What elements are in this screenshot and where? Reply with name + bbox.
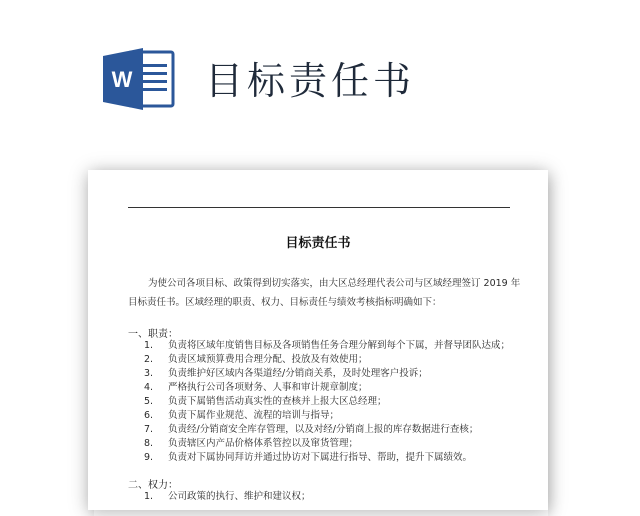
intro-line-1: 为使公司各项目标、政策得到切实落实，由大区总经理代表公司与区域经理签订 2019 年 bbox=[148, 278, 521, 289]
item-text: 负责下属销售活动真实性的查核并上报大区总经理； bbox=[168, 396, 387, 407]
item-text: 负责维护好区域内各渠道经/分销商关系，及时处理客户投诉； bbox=[168, 368, 428, 379]
item-number: 8. bbox=[144, 438, 154, 449]
list-item bbox=[144, 354, 368, 366]
document-page bbox=[88, 170, 548, 510]
item-text: 公司政策的执行、维护和建议权； bbox=[168, 491, 311, 502]
item-number: 3. bbox=[144, 368, 154, 379]
intro-line-2: 目标责任书。区域经理的职责、权力、目标责任与绩效考核指标明确如下： bbox=[128, 297, 442, 308]
list-item bbox=[144, 452, 472, 464]
item-text: 负责经/分销商安全库存管理，以及对经/分销商上报的库存数据进行查核； bbox=[168, 424, 479, 435]
document-title: 目标责任书 bbox=[285, 236, 351, 251]
item-text: 负责区域预算费用合理分配、投放及有效使用； bbox=[168, 354, 368, 365]
svg-text:W: W bbox=[111, 67, 133, 92]
item-number: 5. bbox=[144, 396, 154, 407]
item-number: 2. bbox=[144, 354, 154, 365]
list-item bbox=[144, 396, 387, 408]
item-number: 9. bbox=[144, 452, 154, 463]
item-number: 1. bbox=[144, 340, 154, 351]
header-banner bbox=[0, 0, 640, 170]
list-item bbox=[144, 382, 368, 394]
item-number: 6. bbox=[144, 410, 154, 421]
list-item bbox=[144, 340, 510, 352]
list-item bbox=[144, 424, 478, 436]
item-text: 负责将区域年度销售目标及各项销售任务合理分解到每个下属，并督导团队达成； bbox=[168, 340, 511, 351]
item-text: 负责下属作业规范、流程的培训与指导； bbox=[168, 410, 340, 421]
banner-title: 目标责任书 bbox=[205, 59, 416, 103]
item-number: 4. bbox=[144, 382, 154, 393]
item-number: 7. bbox=[144, 424, 154, 435]
section-heading-duties: 一、职责： bbox=[128, 329, 178, 340]
header-rule bbox=[128, 207, 510, 208]
item-text: 负责辖区内产品价格体系管控以及窜货管理； bbox=[168, 438, 359, 449]
item-text: 负责对下属协同拜访并通过协访对下属进行指导、帮助，提升下属绩效。 bbox=[168, 452, 473, 463]
list-item bbox=[144, 410, 339, 422]
list-item bbox=[144, 491, 311, 503]
word-icon bbox=[103, 48, 175, 110]
item-text: 严格执行公司各项财务、人事和审计规章制度； bbox=[168, 382, 368, 393]
list-item bbox=[144, 368, 428, 380]
item-number: 1. bbox=[144, 491, 154, 502]
list-item bbox=[144, 438, 358, 450]
section-heading-powers: 二、权力： bbox=[128, 480, 178, 491]
